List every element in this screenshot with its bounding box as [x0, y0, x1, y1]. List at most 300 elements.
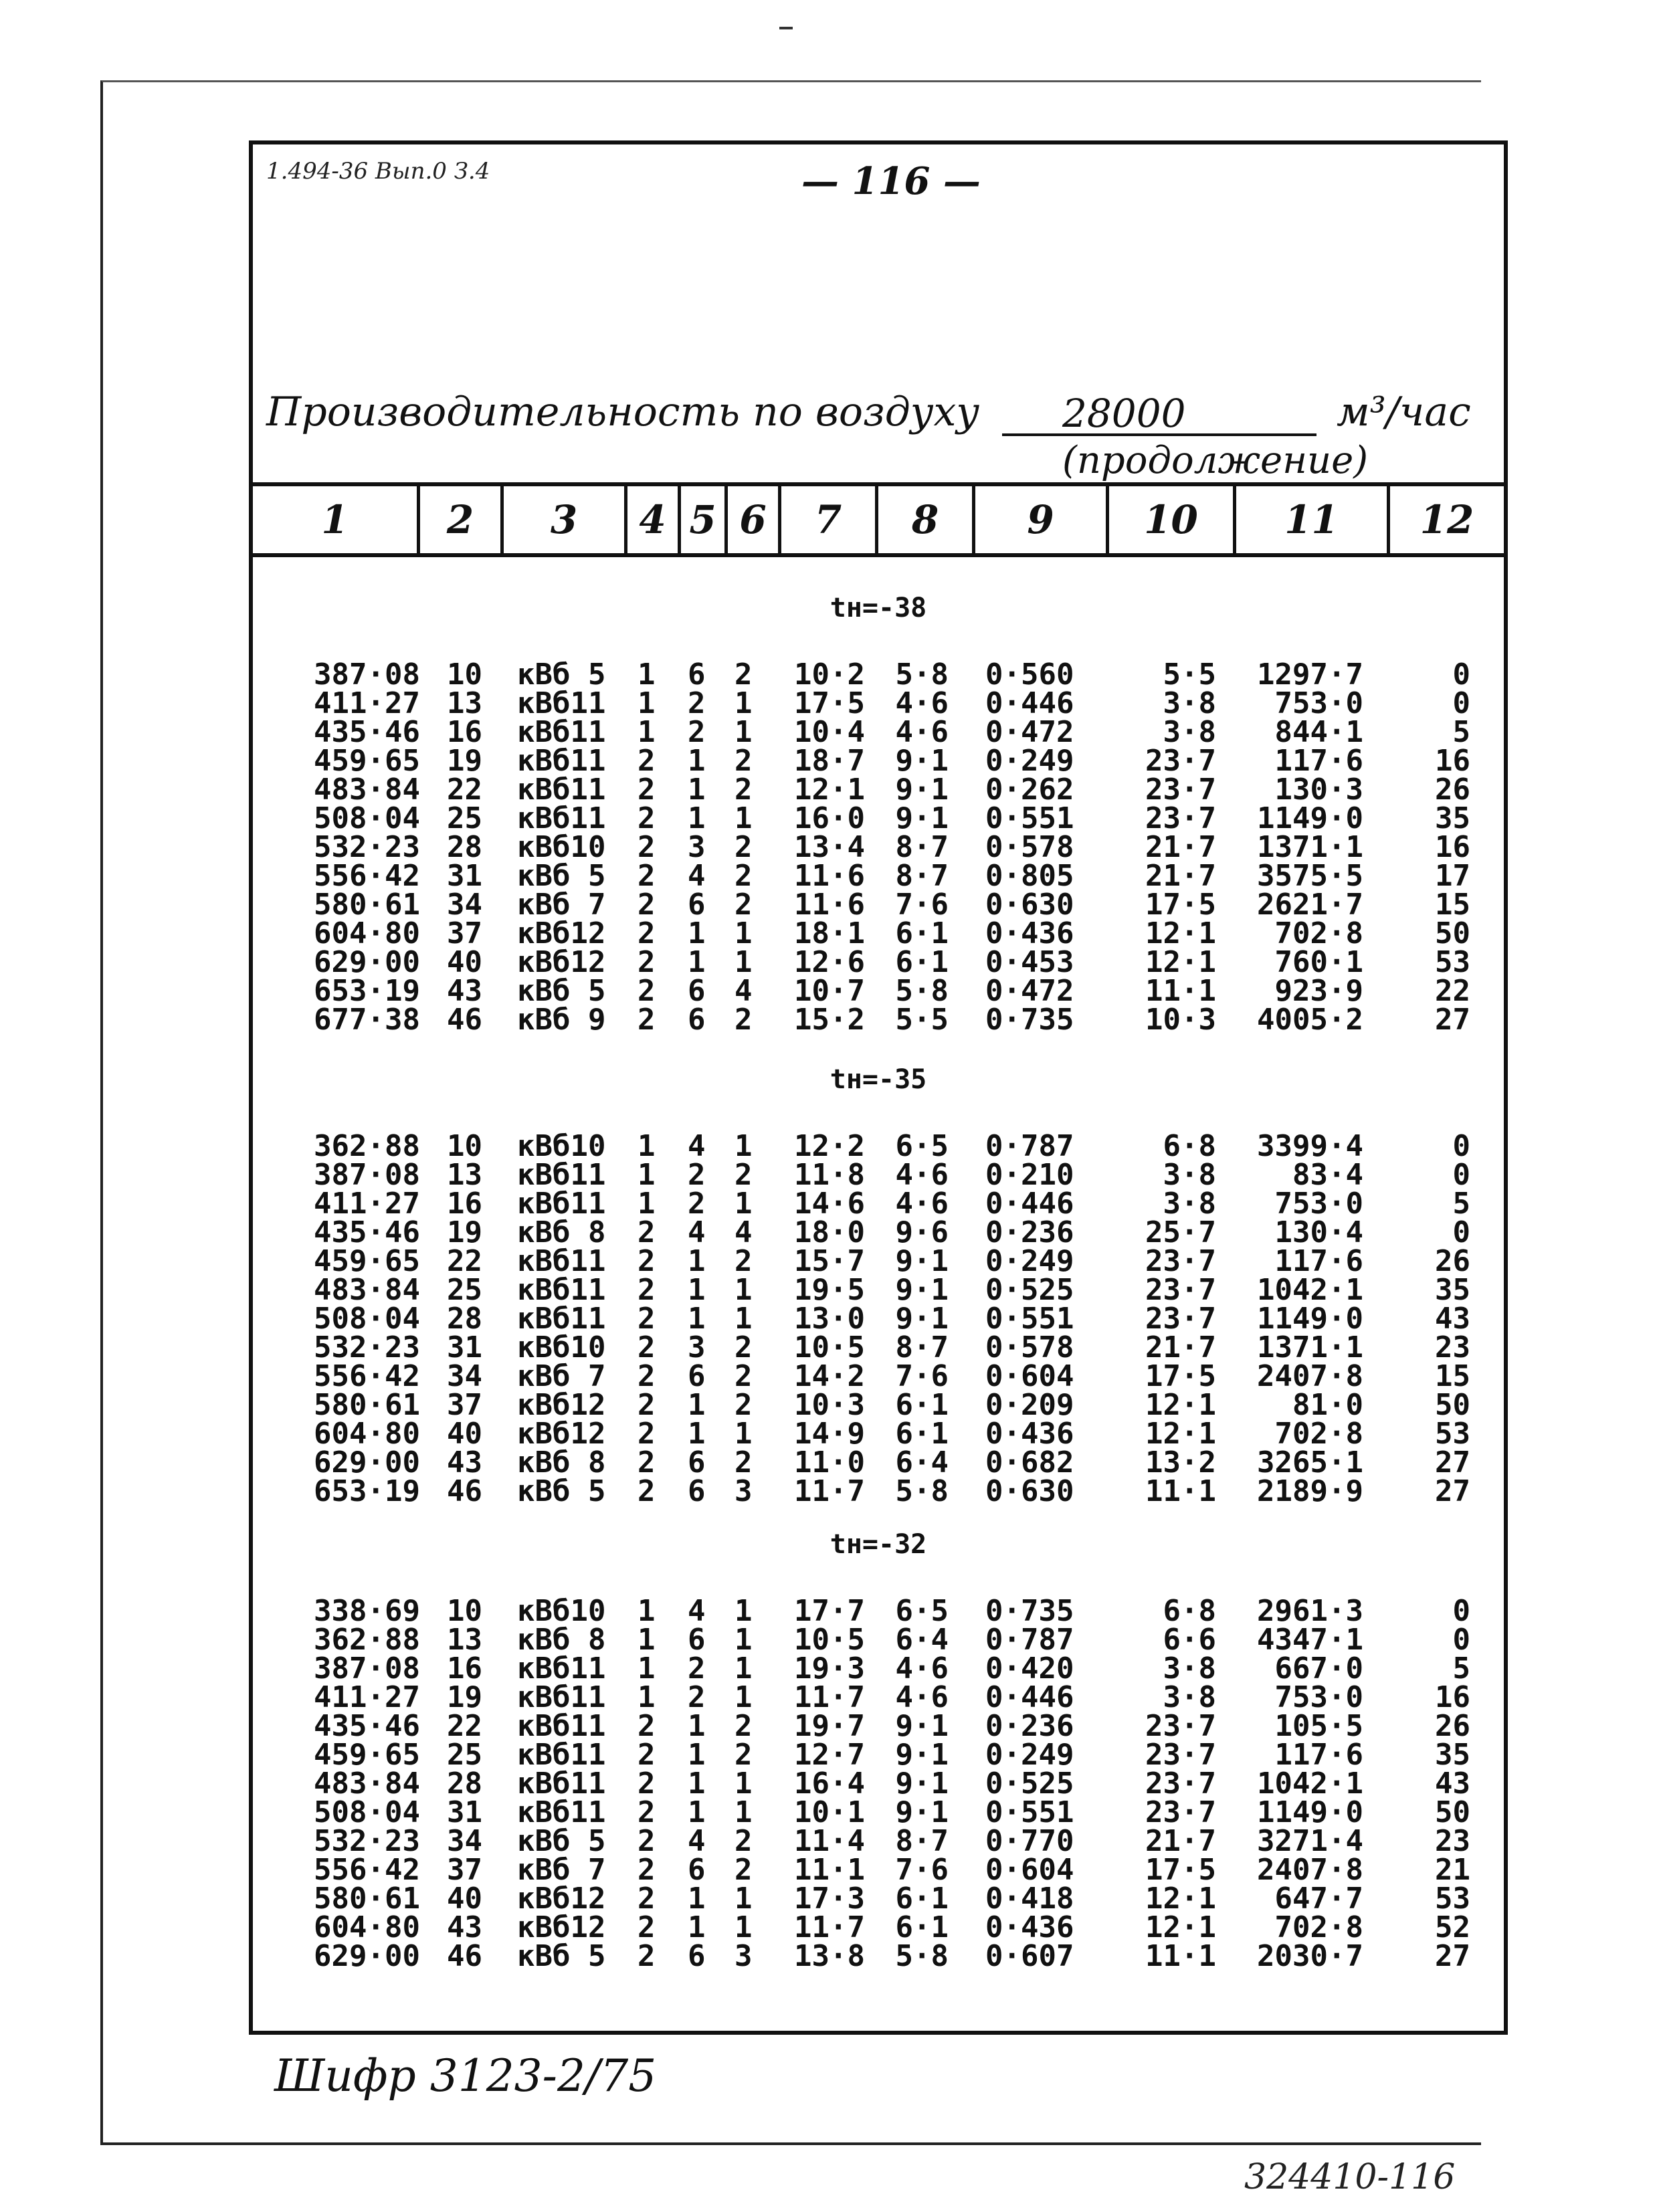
table-cell: 1042·1: [1257, 1273, 1363, 1307]
table-cell: 2: [638, 1244, 656, 1278]
table-cell: 53: [1435, 1417, 1470, 1451]
table-cell: кВб11: [517, 1273, 606, 1307]
table-cell: 6·1: [895, 916, 949, 950]
table-cell: 35: [1435, 1738, 1470, 1772]
table-cell: 2: [735, 1158, 753, 1192]
table-cell: 2: [638, 801, 656, 835]
table-cell: 5·5: [1163, 658, 1216, 692]
table-cell: 1: [688, 744, 706, 778]
table-cell: 1: [688, 1738, 706, 1772]
table-cell: 532·23: [314, 1824, 420, 1858]
table-cell: 3·8: [1163, 1651, 1216, 1686]
table-cell: 2407·8: [1257, 1359, 1363, 1393]
table-cell: 22: [447, 773, 482, 807]
table-cell: 411·27: [314, 1187, 420, 1221]
column-header: 3: [504, 486, 627, 553]
table-cell: 83·4: [1292, 1158, 1363, 1192]
table-cell: 81·0: [1292, 1388, 1363, 1422]
table-cell: 4347·1: [1257, 1623, 1363, 1657]
table-cell: 10·5: [794, 1330, 865, 1365]
table-cell: 43: [1435, 1302, 1470, 1336]
table-cell: 1: [735, 1273, 753, 1307]
table-cell: 11·7: [794, 1910, 865, 1944]
table-cell: 3·8: [1163, 1158, 1216, 1192]
table-cell: 5·8: [895, 974, 949, 1008]
table-cell: 27: [1435, 1445, 1470, 1480]
table-cell: 4: [688, 1215, 706, 1249]
table-cell: 0·682: [985, 1445, 1074, 1480]
table-cell: кВб 5: [517, 859, 606, 893]
table-cell: 12·7: [794, 1738, 865, 1772]
table-cell: 16·0: [794, 801, 865, 835]
table-cell: кВб 5: [517, 974, 606, 1008]
table-cell: 12·1: [1145, 916, 1216, 950]
table-cell: 653·19: [314, 974, 420, 1008]
table-cell: 25: [447, 801, 482, 835]
table-cell: 31: [447, 1330, 482, 1365]
table-cell: 2: [638, 1215, 656, 1249]
table-cell: 2: [638, 830, 656, 864]
table-cell: 37: [447, 1853, 482, 1887]
table-cell: 1: [735, 801, 753, 835]
continued-note: (продолжение): [1062, 439, 1369, 482]
table-cell: кВб10: [517, 1330, 606, 1365]
table-cell: 23·7: [1145, 1738, 1216, 1772]
table-cell: 18·7: [794, 744, 865, 778]
table-cell: 1: [688, 1273, 706, 1307]
column-header: 8: [878, 486, 975, 553]
table-cell: 13·4: [794, 830, 865, 864]
table-cell: 2: [638, 974, 656, 1008]
table-cell: 6: [688, 888, 706, 922]
table-cell: 6: [688, 1359, 706, 1393]
table-cell: 5·8: [895, 658, 949, 692]
column-header: 7: [781, 486, 878, 553]
column-header: 4: [627, 486, 681, 553]
table-cell: 12·1: [1145, 1910, 1216, 1944]
table-cell: 4005·2: [1257, 1003, 1363, 1037]
table-cell: 13·0: [794, 1302, 865, 1336]
table-cell: кВб12: [517, 1417, 606, 1451]
table-cell: 10·3: [794, 1388, 865, 1422]
table-cell: 2: [638, 1709, 656, 1743]
table-cell: 10: [447, 1594, 482, 1628]
table-cell: 9·1: [895, 1273, 949, 1307]
table-cell: 17·5: [1145, 1853, 1216, 1887]
table-cell: 46: [447, 1474, 482, 1508]
table-cell: кВб12: [517, 945, 606, 979]
table-header: [253, 482, 1504, 557]
table-cell: 1: [688, 1709, 706, 1743]
table-cell: 31: [447, 1795, 482, 1829]
table-cell: 2: [638, 1853, 656, 1887]
table-cell: 10·1: [794, 1795, 865, 1829]
table-cell: 11·7: [794, 1680, 865, 1714]
table-cell: 2: [638, 1767, 656, 1801]
table-cell: 28: [447, 830, 482, 864]
table-cell: 580·61: [314, 1882, 420, 1916]
table-cell: 508·04: [314, 1795, 420, 1829]
table-cell: кВб11: [517, 1709, 606, 1743]
table-cell: 7·6: [895, 888, 949, 922]
table-cell: 17·5: [794, 686, 865, 720]
table-cell: 702·8: [1274, 1417, 1363, 1451]
column-header: 11: [1236, 486, 1390, 553]
table-cell: 10·7: [794, 974, 865, 1008]
table-cell: 2: [735, 1738, 753, 1772]
table-cell: 10: [447, 1129, 482, 1163]
table-cell: 12·1: [794, 773, 865, 807]
table-cell: 604·80: [314, 1910, 420, 1944]
table-cell: кВб11: [517, 801, 606, 835]
table-cell: 6: [688, 1474, 706, 1508]
table-cell: 13·8: [794, 1939, 865, 1973]
table-cell: 2189·9: [1257, 1474, 1363, 1508]
table-cell: 0·525: [985, 1273, 1074, 1307]
table-cell: 9·1: [895, 744, 949, 778]
table-cell: 3: [688, 1330, 706, 1365]
table-cell: 1297·7: [1257, 658, 1363, 692]
table-cell: 387·08: [314, 1651, 420, 1686]
table-cell: 0·453: [985, 945, 1074, 979]
table-cell: 483·84: [314, 773, 420, 807]
table-cell: 43: [1435, 1767, 1470, 1801]
table-cell: 0·262: [985, 773, 1074, 807]
table-cell: 0·210: [985, 1158, 1074, 1192]
table-cell: 3·8: [1163, 715, 1216, 749]
table-cell: 10·3: [1145, 1003, 1216, 1037]
table-cell: 0·630: [985, 1474, 1074, 1508]
table-cell: 6: [688, 1939, 706, 1973]
table-cell: 11·8: [794, 1158, 865, 1192]
table-cell: 0·787: [985, 1129, 1074, 1163]
table-cell: 23·7: [1145, 801, 1216, 835]
table-cell: 0·630: [985, 888, 1074, 922]
table-cell: 2: [638, 1302, 656, 1336]
table-cell: 0·472: [985, 974, 1074, 1008]
table-cell: 2: [735, 1853, 753, 1887]
column-header: 1: [253, 486, 420, 553]
table-cell: 7·6: [895, 1853, 949, 1887]
table-cell: 2: [638, 1273, 656, 1307]
table-cell: 0: [1452, 1129, 1470, 1163]
table-cell: 2: [735, 1359, 753, 1393]
table-cell: 9·1: [895, 773, 949, 807]
table-cell: 0·436: [985, 1417, 1074, 1451]
table-cell: 647·7: [1274, 1882, 1363, 1916]
table-cell: 6·5: [895, 1129, 949, 1163]
table-cell: 16: [447, 715, 482, 749]
table-cell: 19·7: [794, 1709, 865, 1743]
table-cell: 629·00: [314, 1445, 420, 1480]
table-cell: 9·1: [895, 1244, 949, 1278]
table-cell: 435·46: [314, 1215, 420, 1249]
table-cell: 2: [735, 658, 753, 692]
table-cell: 2: [688, 686, 706, 720]
table-cell: 15: [1435, 888, 1470, 922]
table-cell: 753·0: [1274, 1187, 1363, 1221]
table-cell: 1: [638, 1623, 656, 1657]
table-cell: 43: [447, 1445, 482, 1480]
table-cell: 50: [1435, 916, 1470, 950]
table-cell: 0·787: [985, 1623, 1074, 1657]
table-cell: 6: [688, 1445, 706, 1480]
table-cell: 1: [735, 1417, 753, 1451]
table-cell: 2: [688, 1651, 706, 1686]
table-cell: 6·8: [1163, 1129, 1216, 1163]
table-cell: 1: [688, 1795, 706, 1829]
table-cell: 2: [688, 1680, 706, 1714]
table-cell: 21·7: [1145, 1330, 1216, 1365]
table-cell: 2: [638, 1474, 656, 1508]
table-cell: 1371·1: [1257, 830, 1363, 864]
table-cell: кВб 7: [517, 888, 606, 922]
table-cell: 1371·1: [1257, 1330, 1363, 1365]
table-cell: 459·65: [314, 1244, 420, 1278]
table-cell: 1: [638, 1594, 656, 1628]
table-cell: 0·604: [985, 1359, 1074, 1393]
table-cell: 4·6: [895, 1158, 949, 1192]
table-cell: 37: [447, 1388, 482, 1422]
table-cell: 34: [447, 888, 482, 922]
column-header: 10: [1109, 486, 1236, 553]
table-cell: 0·578: [985, 830, 1074, 864]
table-cell: 25: [447, 1738, 482, 1772]
document-sheet: [249, 140, 1508, 2035]
table-cell: 25: [447, 1273, 482, 1307]
table-cell: 1: [638, 1158, 656, 1192]
table-cell: 22: [1435, 974, 1470, 1008]
table-cell: 508·04: [314, 801, 420, 835]
table-cell: 10·4: [794, 715, 865, 749]
table-cell: 556·42: [314, 1853, 420, 1887]
table-cell: 0·436: [985, 1910, 1074, 1944]
page-number: — 116 —: [801, 159, 981, 203]
table-cell: 26: [1435, 1709, 1470, 1743]
table-cell: 0·420: [985, 1651, 1074, 1686]
table-cell: 19: [447, 744, 482, 778]
table-cell: 0·472: [985, 715, 1074, 749]
table-cell: 1: [638, 1187, 656, 1221]
table-cell: 105·5: [1274, 1709, 1363, 1743]
table-cell: кВб11: [517, 744, 606, 778]
table-cell: кВб12: [517, 916, 606, 950]
table-cell: 2407·8: [1257, 1853, 1363, 1887]
table-cell: 2: [638, 1445, 656, 1480]
table-cell: 4: [735, 1215, 753, 1249]
table-cell: 2: [638, 1003, 656, 1037]
table-cell: 2: [638, 1824, 656, 1858]
table-cell: 0·249: [985, 1244, 1074, 1278]
table-cell: 1: [638, 715, 656, 749]
table-cell: 18·1: [794, 916, 865, 950]
table-cell: 1: [735, 945, 753, 979]
table-cell: 3265·1: [1257, 1445, 1363, 1480]
table-cell: 2: [638, 1330, 656, 1365]
table-cell: 0·209: [985, 1388, 1074, 1422]
table-cell: 18·0: [794, 1215, 865, 1249]
table-cell: 23·7: [1145, 773, 1216, 807]
table-cell: кВб10: [517, 1594, 606, 1628]
table-cell: 4: [735, 974, 753, 1008]
table-cell: 532·23: [314, 830, 420, 864]
table-cell: 43: [447, 974, 482, 1008]
table-cell: 2: [735, 888, 753, 922]
table-cell: 40: [447, 1882, 482, 1916]
table-cell: 1: [688, 1910, 706, 1944]
table-cell: 27: [1435, 1474, 1470, 1508]
table-cell: кВб12: [517, 1882, 606, 1916]
table-cell: кВб11: [517, 773, 606, 807]
table-cell: 17·3: [794, 1882, 865, 1916]
table-cell: 19·5: [794, 1273, 865, 1307]
table-cell: 23·7: [1145, 1795, 1216, 1829]
table-cell: 22: [447, 1244, 482, 1278]
table-cell: 6: [688, 1623, 706, 1657]
table-cell: кВб 5: [517, 658, 606, 692]
section-title: tн=-35: [830, 1064, 927, 1095]
table-cell: 1: [735, 1129, 753, 1163]
table-cell: 459·65: [314, 744, 420, 778]
table-cell: 411·27: [314, 1680, 420, 1714]
table-cell: 0·249: [985, 1738, 1074, 1772]
table-cell: 1: [688, 1302, 706, 1336]
table-cell: 0·551: [985, 801, 1074, 835]
table-cell: 677·38: [314, 1003, 420, 1037]
table-cell: 12·2: [794, 1129, 865, 1163]
table-cell: 17: [1435, 859, 1470, 893]
table-cell: 16: [447, 1187, 482, 1221]
sheet-code: 324410-116: [1244, 2157, 1456, 2197]
table-cell: 8·7: [895, 830, 949, 864]
table-cell: 37: [447, 916, 482, 950]
table-cell: 16: [1435, 1680, 1470, 1714]
table-cell: 6: [688, 974, 706, 1008]
table-row: [253, 1938, 1504, 1975]
table-cell: 28: [447, 1767, 482, 1801]
table-cell: 15·2: [794, 1003, 865, 1037]
table-cell: 43: [447, 1910, 482, 1944]
table-cell: 1: [735, 715, 753, 749]
table-cell: 13: [447, 1158, 482, 1192]
table-cell: 34: [447, 1359, 482, 1393]
table-cell: 53: [1435, 1882, 1470, 1916]
table-cell: 4: [688, 1594, 706, 1628]
table-cell: кВб 8: [517, 1445, 606, 1480]
table-cell: 1: [688, 945, 706, 979]
table-cell: 23·7: [1145, 1709, 1216, 1743]
table-cell: 629·00: [314, 1939, 420, 1973]
table-cell: 11·1: [794, 1853, 865, 1887]
table-cell: 26: [1435, 773, 1470, 807]
table-cell: 35: [1435, 1273, 1470, 1307]
table-cell: 11·1: [1145, 974, 1216, 1008]
table-cell: 0·578: [985, 1330, 1074, 1365]
table-cell: 8·7: [895, 1824, 949, 1858]
table-cell: 0·446: [985, 1187, 1074, 1221]
table-cell: 1: [688, 801, 706, 835]
table-cell: кВб 9: [517, 1003, 606, 1037]
table-cell: 12·1: [1145, 1417, 1216, 1451]
table-cell: 1: [688, 1244, 706, 1278]
table-cell: 16: [1435, 744, 1470, 778]
table-cell: кВб11: [517, 715, 606, 749]
table-cell: 9·1: [895, 1767, 949, 1801]
section-title: tн=-32: [830, 1529, 927, 1560]
table-cell: 0: [1452, 1623, 1470, 1657]
table-cell: 10: [447, 658, 482, 692]
table-cell: 6·1: [895, 1910, 949, 1944]
table-cell: 556·42: [314, 859, 420, 893]
table-cell: 2: [638, 945, 656, 979]
table-cell: 6·1: [895, 1388, 949, 1422]
table-cell: 753·0: [1274, 1680, 1363, 1714]
table-cell: 629·00: [314, 945, 420, 979]
table-cell: 1149·0: [1257, 1795, 1363, 1829]
table-cell: 4: [688, 859, 706, 893]
table-cell: 15: [1435, 1359, 1470, 1393]
table-cell: 2: [638, 1910, 656, 1944]
table-cell: 23·7: [1145, 744, 1216, 778]
table-cell: 4·6: [895, 1651, 949, 1686]
table-cell: 1: [638, 686, 656, 720]
table-cell: 8·7: [895, 859, 949, 893]
table-cell: кВб11: [517, 1302, 606, 1336]
table-cell: 1: [735, 1910, 753, 1944]
table-cell: 0·418: [985, 1882, 1074, 1916]
table-cell: 28: [447, 1302, 482, 1336]
table-cell: 6: [688, 658, 706, 692]
table-cell: 130·3: [1274, 773, 1363, 807]
table-cell: 1: [735, 1187, 753, 1221]
table-cell: кВб11: [517, 1680, 606, 1714]
table-cell: 1: [735, 1767, 753, 1801]
table-cell: 2: [638, 916, 656, 950]
doc-reference: 1.494-36 Вып.0 З.4: [266, 158, 490, 185]
table-cell: 2030·7: [1257, 1939, 1363, 1973]
table-cell: 9·1: [895, 1302, 949, 1336]
table-cell: 3575·5: [1257, 859, 1363, 893]
table-cell: 25·7: [1145, 1215, 1216, 1249]
table-cell: 3: [688, 830, 706, 864]
table-cell: 362·88: [314, 1623, 420, 1657]
table-cell: 2: [735, 1388, 753, 1422]
table-cell: 2621·7: [1257, 888, 1363, 922]
table-cell: 1042·1: [1257, 1767, 1363, 1801]
table-cell: 4: [688, 1129, 706, 1163]
table-cell: 4·6: [895, 715, 949, 749]
table-cell: 23: [1435, 1824, 1470, 1858]
performance-value: 28000: [1062, 391, 1186, 436]
table-cell: 17·5: [1145, 888, 1216, 922]
table-cell: 2: [735, 1244, 753, 1278]
table-cell: 1: [638, 658, 656, 692]
table-cell: 5: [1452, 1187, 1470, 1221]
table-cell: 4: [688, 1824, 706, 1858]
table-cell: кВб11: [517, 1651, 606, 1686]
table-cell: 15·7: [794, 1244, 865, 1278]
table-cell: 1: [735, 916, 753, 950]
table-cell: 0: [1452, 1158, 1470, 1192]
table-cell: кВб 7: [517, 1359, 606, 1393]
table-cell: 556·42: [314, 1359, 420, 1393]
table-cell: 338·69: [314, 1594, 420, 1628]
table-cell: 653·19: [314, 1474, 420, 1508]
table-cell: 13·2: [1145, 1445, 1216, 1480]
table-cell: 9·6: [895, 1215, 949, 1249]
table-cell: 13: [447, 1623, 482, 1657]
table-cell: кВб11: [517, 686, 606, 720]
